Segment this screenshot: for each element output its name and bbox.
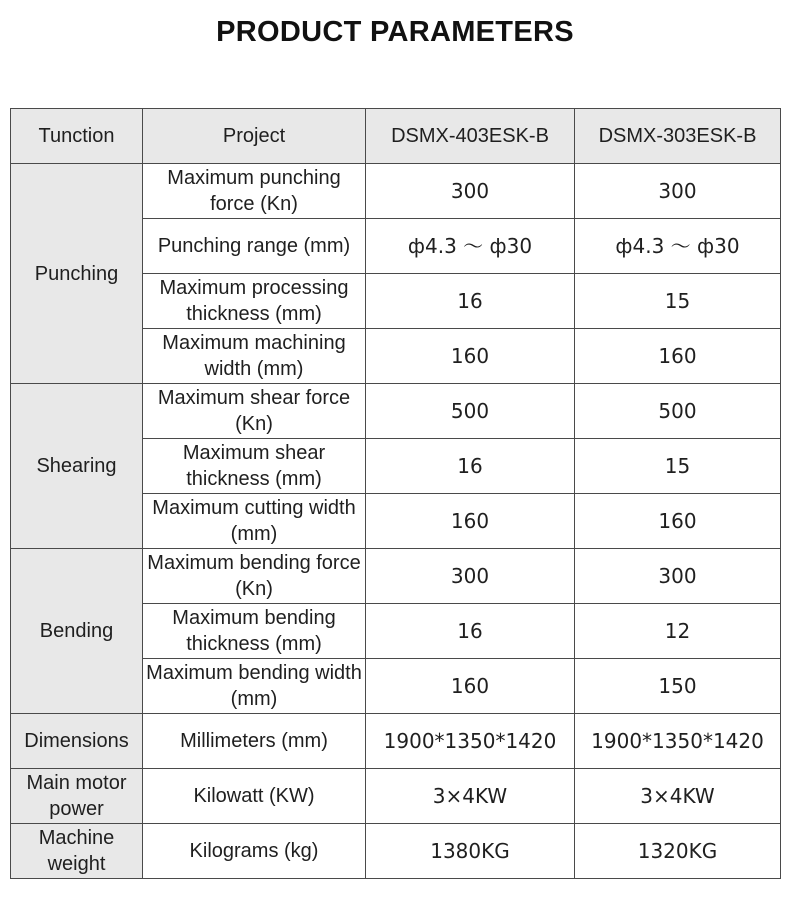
table-row [11, 384, 781, 439]
group-dimensions: Dimensions [11, 714, 143, 769]
value-model-b: 500 [575, 384, 781, 439]
table-row [11, 549, 781, 604]
table-row [11, 714, 781, 769]
project-cell: Maximum processing thickness (mm) [143, 274, 366, 329]
group-bending: Bending [11, 549, 143, 714]
table-row [11, 769, 781, 824]
project-cell: Kilograms (kg) [143, 824, 366, 879]
project-cell: Maximum punching force (Kn) [143, 164, 366, 219]
value-model-a: 500 [366, 384, 575, 439]
value-model-a: 160 [366, 494, 575, 549]
value-model-a: 16 [366, 274, 575, 329]
value-model-a: 3×4KW [366, 769, 575, 824]
parameters-table [10, 108, 781, 879]
value-model-a: 300 [366, 164, 575, 219]
value-model-a: 16 [366, 439, 575, 494]
value-model-b: 15 [575, 439, 781, 494]
group-punching: Punching [11, 164, 143, 384]
group-main-motor-power: Main motor power [11, 769, 143, 824]
value-model-b: 160 [575, 494, 781, 549]
value-model-a: 160 [366, 329, 575, 384]
group-machine-weight: Machine weight [11, 824, 143, 879]
value-model-b: 300 [575, 164, 781, 219]
value-model-a: 300 [366, 549, 575, 604]
value-model-a: 16 [366, 604, 575, 659]
value-model-a: ф4.3 ～ ф30 [366, 219, 575, 274]
value-model-b: 160 [575, 329, 781, 384]
value-model-b: 12 [575, 604, 781, 659]
value-model-a: 1380KG [366, 824, 575, 879]
project-cell: Punching range (mm) [143, 219, 366, 274]
project-cell: Maximum machining width (mm) [143, 329, 366, 384]
page-title: PRODUCT PARAMETERS [216, 16, 574, 48]
header-model-a: DSMX-403ESK-B [366, 109, 575, 164]
table-header-row [11, 109, 781, 164]
value-model-a: 1900*1350*1420 [366, 714, 575, 769]
project-cell: Maximum cutting width (mm) [143, 494, 366, 549]
value-model-b: ф4.3 ～ ф30 [575, 219, 781, 274]
project-cell: Kilowatt (KW) [143, 769, 366, 824]
header-function: Tunction [11, 109, 143, 164]
table-row [11, 824, 781, 879]
header-project: Project [143, 109, 366, 164]
value-model-b: 300 [575, 549, 781, 604]
table-row [11, 164, 781, 219]
project-cell: Millimeters (mm) [143, 714, 366, 769]
project-cell: Maximum bending force (Kn) [143, 549, 366, 604]
project-cell: Maximum bending width (mm) [143, 659, 366, 714]
project-cell: Maximum shear force (Kn) [143, 384, 366, 439]
header-model-b: DSMX-303ESK-B [575, 109, 781, 164]
value-model-b: 1320KG [575, 824, 781, 879]
project-cell: Maximum bending thickness (mm) [143, 604, 366, 659]
value-model-b: 1900*1350*1420 [575, 714, 781, 769]
group-shearing: Shearing [11, 384, 143, 549]
value-model-b: 3×4KW [575, 769, 781, 824]
value-model-b: 150 [575, 659, 781, 714]
value-model-b: 15 [575, 274, 781, 329]
value-model-a: 160 [366, 659, 575, 714]
project-cell: Maximum shear thickness (mm) [143, 439, 366, 494]
